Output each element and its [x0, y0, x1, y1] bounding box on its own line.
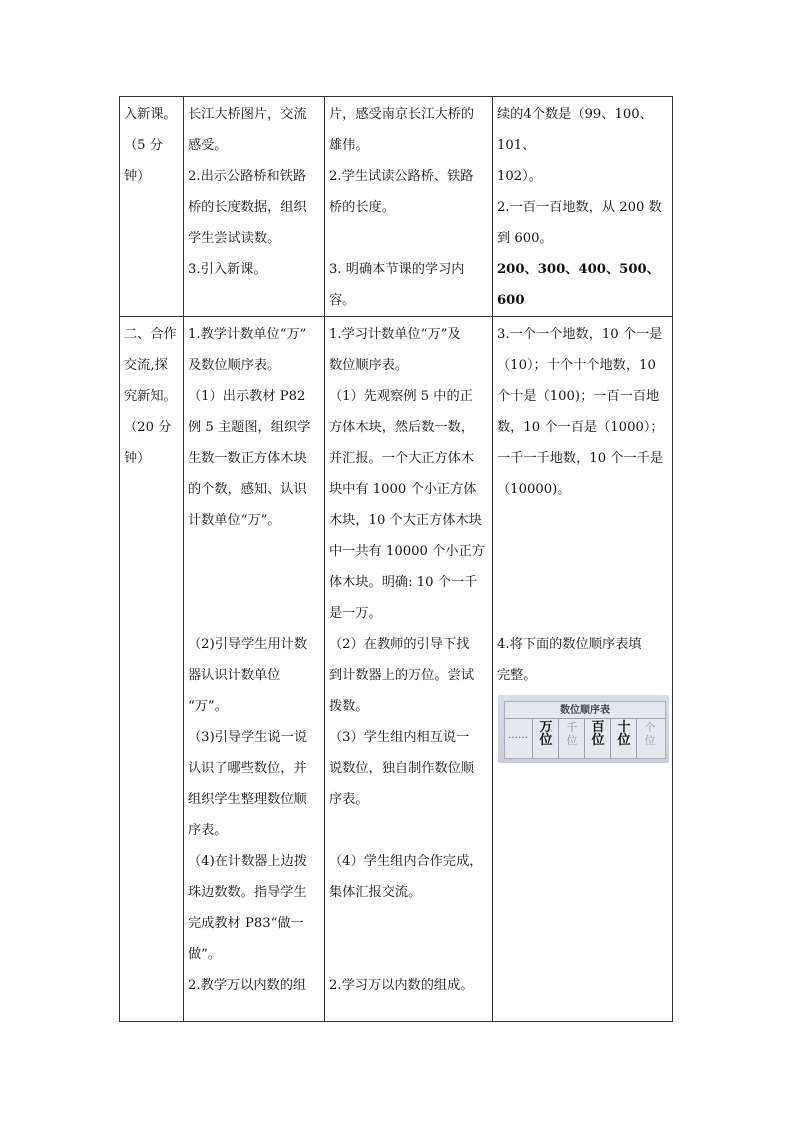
column-divider — [636, 718, 637, 758]
place-cell — [563, 721, 581, 755]
text-line — [497, 598, 668, 629]
text-line — [188, 536, 320, 567]
place-cell-top: 万 — [539, 720, 553, 735]
text-line: （3）学生组内相互说一 — [329, 730, 470, 745]
column-divider — [584, 718, 585, 758]
text-line: 方体木块，然后数一数， — [329, 420, 475, 435]
text-line — [329, 223, 488, 254]
text-line: 片，感受南京长江大桥的 — [329, 107, 475, 122]
text-line — [329, 815, 488, 846]
text-line: 雄伟。 — [329, 138, 369, 153]
place-cell — [615, 721, 633, 755]
text-line — [497, 567, 668, 598]
text-line: 是一万。 — [329, 606, 382, 621]
text-line: 2.教学万以内数的组 — [188, 978, 307, 993]
text-line: 数位顺序表。 — [329, 358, 409, 373]
column-divider — [532, 718, 533, 758]
text-line: 拨数。 — [329, 699, 369, 714]
text-line: 做”。 — [188, 947, 222, 962]
text-line — [497, 536, 668, 567]
text-line: 学生尝试读数。 — [188, 231, 281, 246]
text-line: 一千一千地数，10 个一千是 — [497, 451, 664, 466]
stage-cell — [120, 97, 184, 317]
text-line: 并汇报。一个大正方体木 — [329, 451, 475, 466]
column-divider — [558, 718, 559, 758]
text-line: 容。 — [329, 293, 356, 308]
text-line: 块中有 1000 个小正方体 — [329, 482, 477, 497]
text-line: 究新知。 — [124, 389, 177, 404]
text-line: 200、300、400、500、600 — [497, 262, 660, 308]
teacher-activity-cell — [184, 317, 325, 1022]
place-value-table-image — [498, 695, 669, 763]
text-line: 交流,探 — [124, 358, 168, 373]
text-line: 器认识计数单位 — [188, 668, 281, 683]
text-line: 3.引入新课。 — [188, 262, 267, 277]
stage-cell — [120, 317, 184, 1022]
text-line: “万”。 — [188, 699, 228, 714]
text-line — [188, 598, 320, 629]
text-line: 1.学习计数单位“万”及 — [329, 327, 461, 342]
text-line — [329, 939, 488, 970]
table-row — [120, 317, 673, 1022]
place-cell — [537, 721, 555, 755]
text-line: 2.一百一百地数，从 200 数 — [497, 200, 662, 215]
text-line: 数，10 个一百是（1000）； — [497, 420, 664, 435]
place-cell-top: 十 — [617, 720, 631, 735]
text-line: 桥的长度数据，组织 — [188, 200, 307, 215]
text-line: 说数位，独自制作数位顺 — [329, 761, 475, 776]
text-line — [188, 567, 320, 598]
place-cell-top: 百 — [591, 720, 605, 735]
text-line: 入新课。 — [124, 107, 177, 122]
student-activity-cell — [325, 317, 493, 1022]
exercise-cell — [493, 97, 673, 317]
text-line: （10000)。 — [497, 482, 571, 497]
text-line: （3)引导学生说一说 — [188, 730, 308, 745]
text-line: 例 5 主题图，组织学 — [188, 420, 311, 435]
text-line: 4.将下面的数位顺序表填 — [497, 637, 642, 652]
text-line: 钟） — [124, 169, 151, 184]
text-line: 钟） — [124, 451, 151, 466]
place-table-title: 数位顺序表 — [560, 705, 610, 716]
text-line: （2）在教师的引导下找 — [329, 637, 470, 652]
text-line: 认识了哪些数位，并 — [188, 761, 307, 776]
place-value-table — [504, 701, 666, 759]
text-line: （10）；十个十个地数，10 — [497, 358, 656, 373]
text-line: 续的4个数是（99、100、101、 — [497, 107, 653, 153]
lesson-plan-table — [119, 96, 673, 1022]
text-line: 及数位顺序表。 — [188, 358, 281, 373]
text-line: 2.学习万以内数的组成。 — [329, 978, 474, 993]
place-cell-bottom: 位 — [644, 734, 656, 747]
text-line: 1.教学计数单位“万” — [188, 327, 307, 342]
place-cell-bottom: 位 — [591, 733, 605, 748]
student-activity-cell — [325, 97, 493, 317]
text-line: 完整。 — [497, 668, 537, 683]
text-line: 二、合作 — [124, 327, 177, 342]
text-line: 序表。 — [329, 792, 369, 807]
text-line: （1）出示教材 P82 — [188, 389, 306, 404]
place-cell-bottom: 位 — [539, 733, 553, 748]
text-line: 集体汇报交流。 — [329, 885, 422, 900]
text-line: 3. 明确本节课的学习内 — [329, 262, 465, 277]
place-cell-bottom: 位 — [566, 734, 578, 747]
text-line: （5 分 — [124, 138, 163, 153]
place-cell — [589, 721, 607, 755]
text-line: 3.一个一个地数，10 个一是 — [497, 327, 663, 342]
text-line: （2)引导学生用计数 — [188, 637, 308, 652]
text-line: 计数单位“万”。 — [188, 513, 281, 528]
text-line: （4)在计数器上边拨 — [188, 854, 308, 869]
text-line: 序表。 — [188, 823, 228, 838]
place-cell — [641, 721, 659, 755]
text-line: （1）先观察例 5 中的正 — [329, 389, 473, 404]
text-line — [329, 908, 488, 939]
text-line: 珠边数数。指导学生 — [188, 885, 307, 900]
text-line: 到计数器上的万位。尝试 — [329, 668, 475, 683]
column-divider — [610, 718, 611, 758]
text-line: 的个数，感知、认识 — [188, 482, 307, 497]
text-line: 组织学生整理数位顺 — [188, 792, 307, 807]
text-line: 个十是（100)；一百一百地 — [497, 389, 660, 404]
text-line — [497, 505, 668, 536]
text-line: 生数一数正方体木块 — [188, 451, 307, 466]
text-line: 2.学生试读公路桥、铁路 — [329, 169, 474, 184]
text-line: 桥的长度。 — [329, 200, 395, 215]
text-line: 102）。 — [497, 169, 542, 184]
teacher-activity-cell — [184, 97, 325, 317]
text-line: 木块，10 个大正方体木块 — [329, 513, 482, 528]
place-cell-top: 个 — [644, 721, 656, 734]
text-line: 到 600。 — [497, 231, 553, 246]
ellipsis: …… — [508, 730, 528, 741]
exercise-cell — [493, 317, 673, 1022]
place-cell-top: 千 — [566, 721, 578, 734]
text-line: 中一共有 10000 个小正方 — [329, 544, 485, 559]
text-line: （4）学生组内合作完成， — [329, 854, 483, 869]
text-line: 体木块。明确: 10 个一千 — [329, 575, 478, 590]
text-line: 长江大桥图片，交流 — [188, 107, 307, 122]
text-line: 感受。 — [188, 138, 228, 153]
text-line: 2.出示公路桥和铁路 — [188, 169, 307, 184]
text-line: 完成教材 P83“做一 — [188, 916, 304, 931]
place-cell-bottom: 位 — [617, 733, 631, 748]
table-row — [120, 97, 673, 317]
text-line: （20 分 — [124, 420, 172, 435]
divider — [505, 718, 665, 719]
